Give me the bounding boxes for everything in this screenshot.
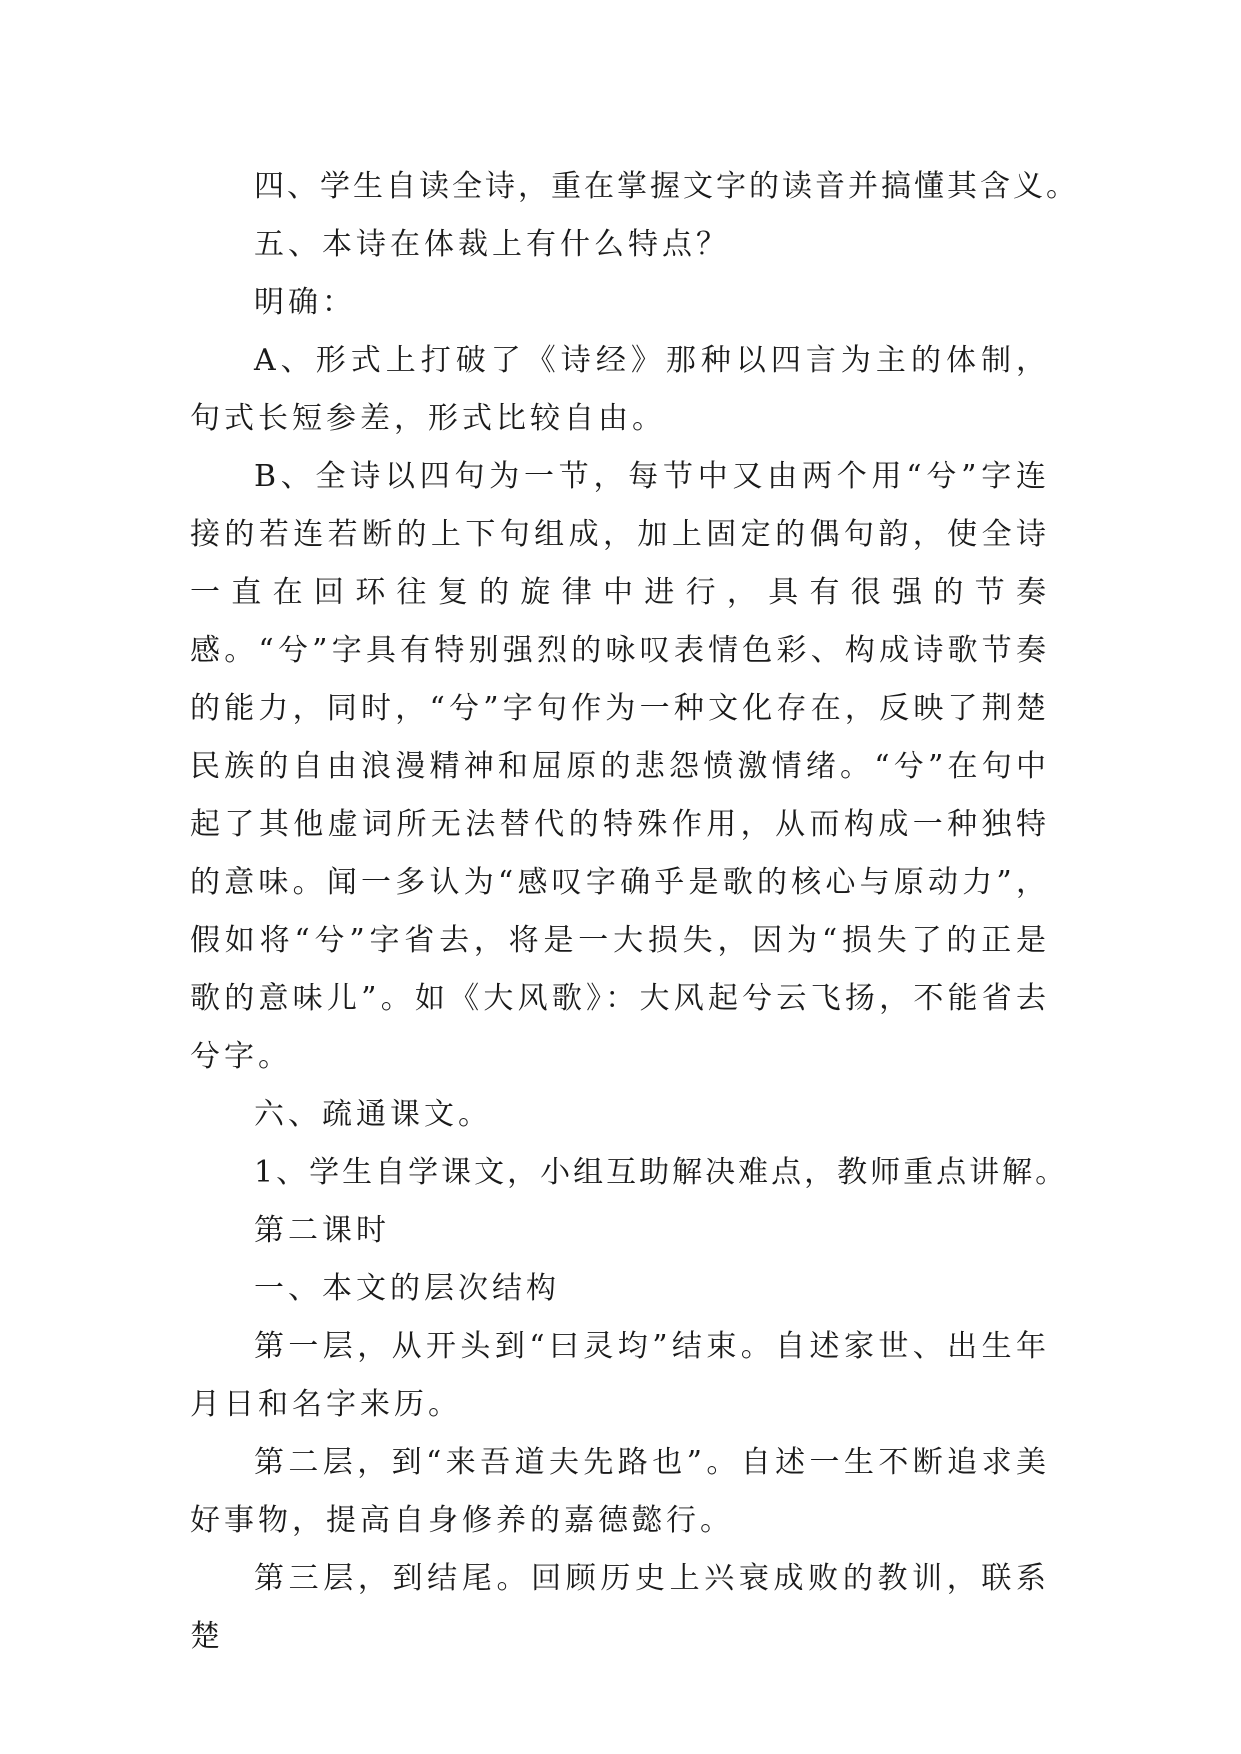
paragraph-clarify: 明确：	[254, 285, 356, 320]
paragraph-layer-one: 第一层，从开头到“曰灵均”结束。自述家世、出生年月日和名字来历。	[190, 1329, 1050, 1422]
paragraph-point-a: A、形式上打破了《诗经》那种以四言为主的体制，句式长短参差，形式比较自由。	[190, 343, 1050, 436]
paragraph-step-five: 五、本诗在体裁上有什么特点？	[254, 227, 730, 262]
paragraph-point-b: B、全诗以四句为一节，每节中又由两个用“兮”字连接的若连若断的上下句组成，加上固定的偶句韵，使全诗一直在回环往复的旋律中进行，具有很强的节奏感。“兮”字具有特别强烈的咏叹表情色彩、构成诗歌节奏的能力，同时，“兮”字句作为一种文化存在，反映了荆楚民族的自由浪漫精神和屈原的悲怨愤激情绪。“兮”在句中起了其他虚词所无法替代的特殊作用，从而构成一种独特的意味。闻一多认为“感叹字确乎是歌的核心与原动力”，假如将“兮”字省去，将是一大损失，因为“损失了的正是歌的意味儿”。如《大风歌》：大风起兮云飞扬，不能省去兮字。	[190, 459, 1050, 1074]
paragraph-self-study: 1、学生自学课文，小组互助解决难点，教师重点讲解。	[254, 1155, 1069, 1190]
paragraph-second-lesson: 第二课时	[254, 1213, 390, 1248]
paragraph-layer-two: 第二层，到“来吾道夫先路也”。自述一生不断追求美好事物，提高自身修养的嘉德懿行。	[190, 1445, 1050, 1538]
paragraph-structure-heading: 一、本文的层次结构	[254, 1271, 560, 1306]
paragraph-layer-three: 第三层，到结尾。回顾历史上兴衰成败的教训，联系楚	[190, 1561, 1050, 1654]
paragraph-step-six: 六、疏通课文。	[254, 1097, 492, 1132]
paragraph-step-four: 四、学生自读全诗，重在掌握文字的读音并搞懂其含义。	[254, 169, 1079, 204]
document-page	[190, 158, 1079, 1666]
